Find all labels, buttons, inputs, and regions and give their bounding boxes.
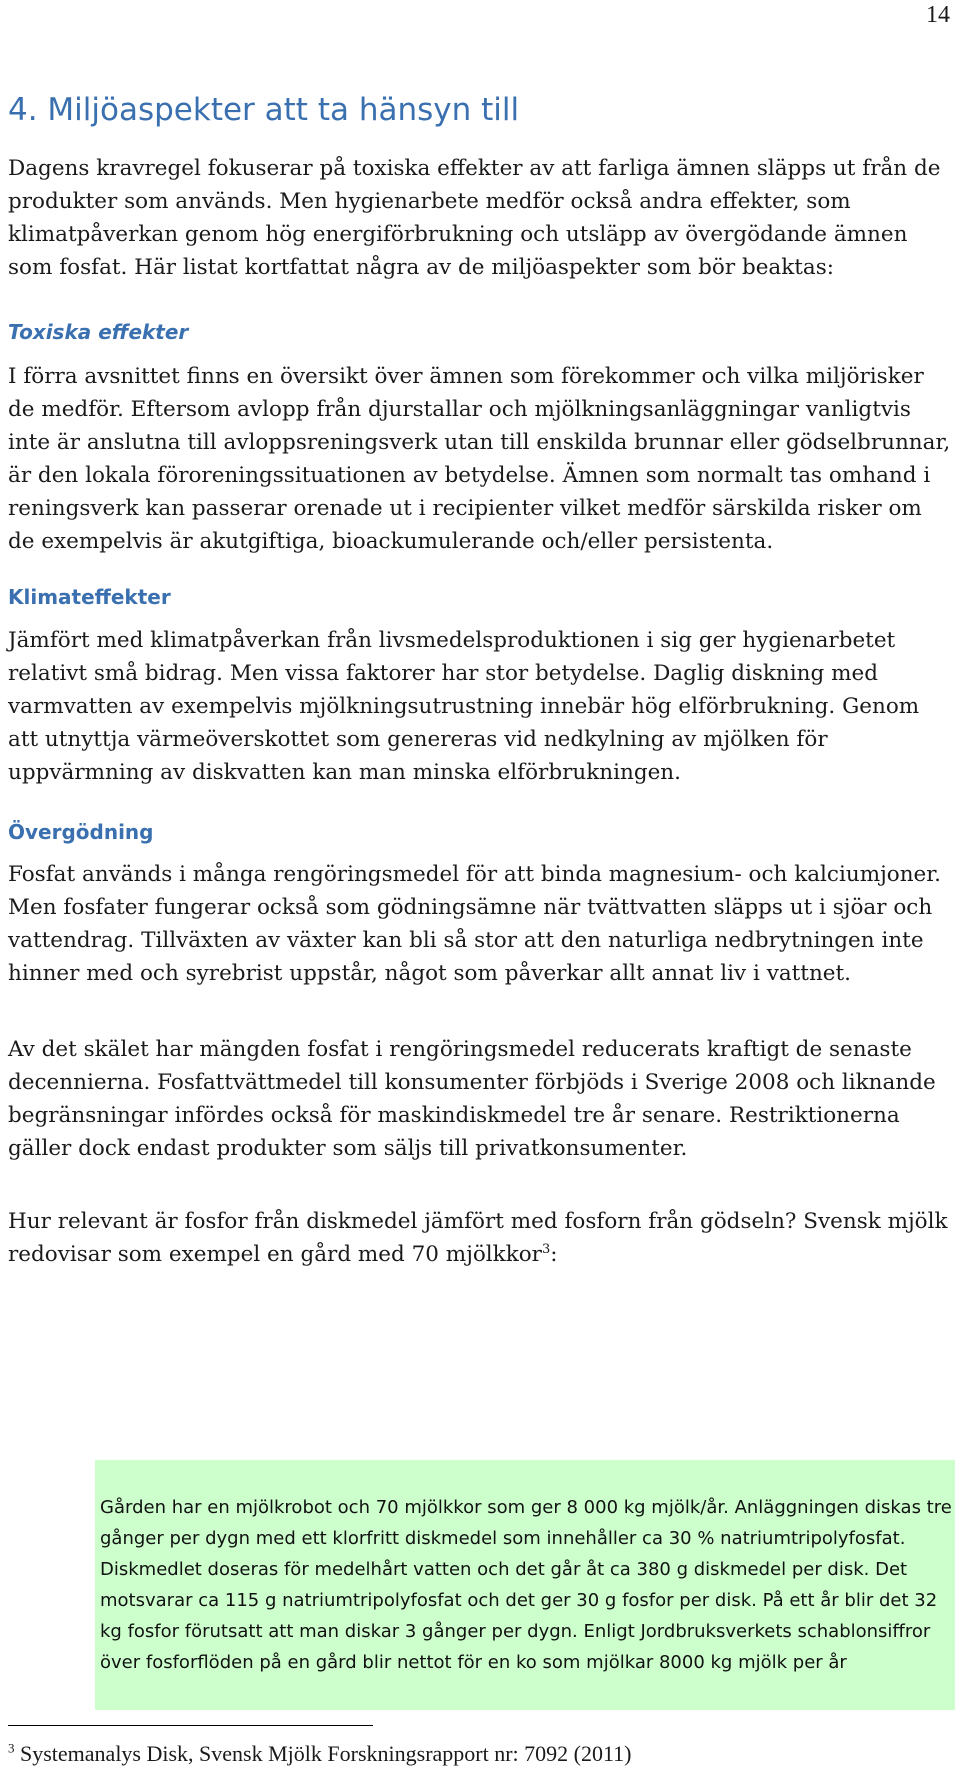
example-box-text: Gården har en mjölkrobot och 70 mjölkkor som ger 8 000 kg mjölk/år. Anläggningen diskas tre gånger per dygn med ett klorfritt diskmedel som innehåller ca 30 % natriumtripolyfosfat. Diskmedlet doseras för medelhårt vatten och det går åt ca 380 g diskmedel per disk. Det motsvarar ca 115 g natriumtripolyfosfat och det ger 30 g fosfor per disk. På ett år blir det 32 kg fosfor förutsatt att man diskar 3 gånger per dygn. Enligt Jordbruksverkets schablonsiffror över fosforflöden på en gård blir nettot för en ko som mjölkar 8000 kg mjölk per år (100, 1497, 952, 1673)
climate-paragraph: Jämfört med klimatpåverkan från livsmedelsproduktionen i sig ger hygienarbetet relativt små bidrag. Men vissa faktorer har stor betydelse. Daglig diskning med varmvatten av exempelvis mjölkningsutrustning innebär hög elförbrukning. Genom att utnyttja värmeöverskottet som genereras vid nedkylning av mjölken för uppvärmning av diskvatten kan man minska elförbrukningen. (8, 628, 920, 785)
page-title: 4. Miljöaspekter att ta hänsyn till (8, 92, 520, 128)
footnote-text: Systemanalys Disk, Svensk Mjölk Forskningsrapport nr: 7092 (2011) (14, 1741, 632, 1766)
footnote-number: 3 (8, 1740, 15, 1756)
toxic-paragraph: I förra avsnittet finns en översikt över ämnen som förekommer och vilka miljörisker de medför. Eftersom avlopp från djurstallar och mjölkningsanläggningar vanligtvis inte är anslutna till avloppsreningsverk utan till enskilda brunnar eller gödselbrunnar, är den lokala föroreningssituationen av betydelse. Ämnen som normalt tas omhand i reningsverk kan passerar orenade ut i recipienter vilket medför särskilda risker om de exempelvis är akutgiftiga, bioackumulerande och/eller persistenta. (8, 364, 951, 554)
section-heading-eutrophication: Övergödning (8, 820, 154, 844)
footnote (8, 1741, 632, 1767)
section-heading-toxic: Toxiska effekter (8, 320, 189, 344)
eutrophication-paragraph-3 (8, 1205, 953, 1271)
eutrophication-paragraph-1: Fosfat används i många rengöringsmedel för att binda magnesium- och kalciumjoner. Men fosfater fungerar också som gödningsämne när tvättvatten släpps ut i sjöar och vattendrag. Tillväxten av växter kan bli så stor att den naturliga nedbrytningen inte hinner med och syrebrist uppstår, något som påverkar allt annat liv i vattnet. (8, 862, 942, 986)
intro-paragraph: Dagens kravregel fokuserar på toxiska effekter av att farliga ämnen släpps ut från de produkter som används. Men hygienarbete medför också andra effekter, som klimatpåverkan genom hög energiförbrukning och utsläpp av övergödande ämnen som fosfat. Här listat kortfattat några av de miljöaspekter som bör beaktas: (8, 156, 941, 280)
paragraph-3-end: : (550, 1242, 558, 1267)
footnote-divider (8, 1725, 373, 1726)
page-number: 14 (926, 2, 950, 28)
section-heading-climate: Klimateffekter (8, 585, 171, 609)
paragraph-3-text: Hur relevant är fosfor från diskmedel jämfört med fosforn från gödseln? Svensk mjölk redovisar som exempel en gård med 70 mjölkkor (8, 1209, 948, 1267)
footnote-reference[interactable]: 3 (541, 1241, 551, 1257)
eutrophication-paragraph-2: Av det skälet har mängden fosfat i rengöringsmedel reducerats kraftigt de senaste decennierna. Fosfattvättmedel till konsumenter förbjöds i Sverige 2008 och liknande begränsningar infördes också för maskindiskmedel tre år senare. Restriktionerna gäller dock endast produkter som säljs till privatkonsumenter. (8, 1037, 936, 1161)
